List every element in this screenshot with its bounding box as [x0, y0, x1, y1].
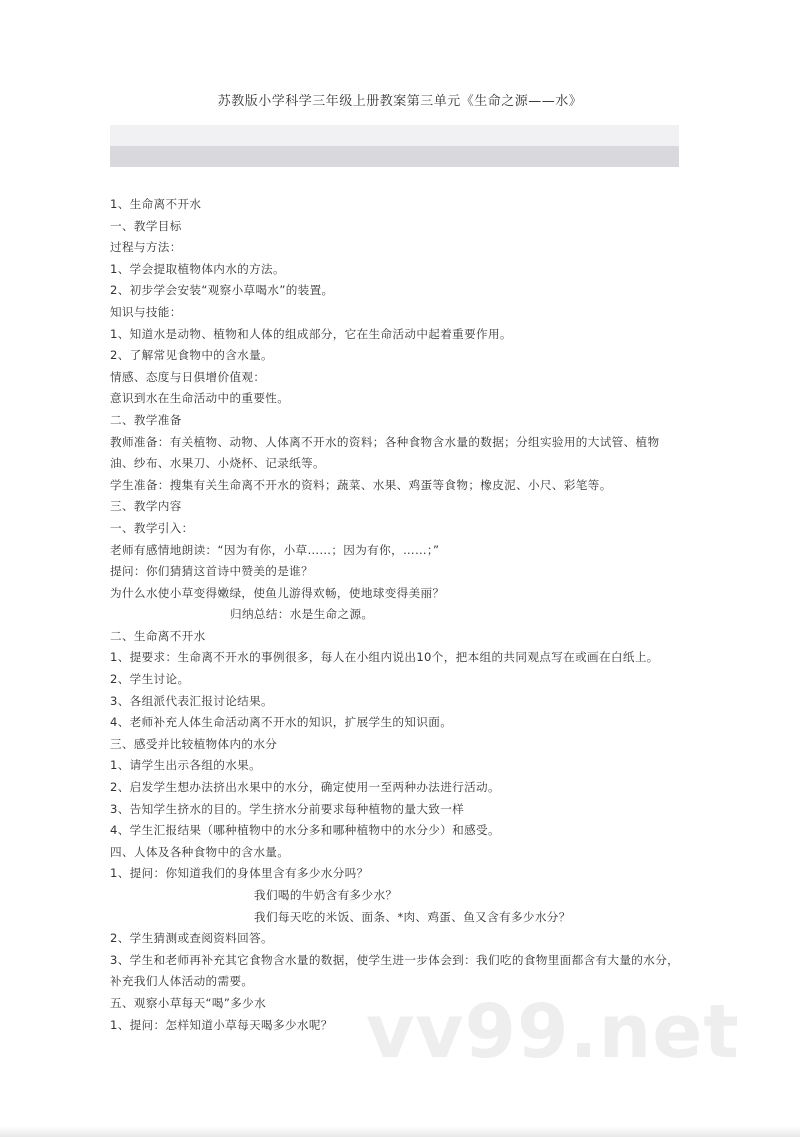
body-line: 一、教学引入： — [110, 520, 194, 535]
body-line: 2、了解常见食物中的含水量。 — [110, 348, 273, 363]
body-line: 4、老师补充人体生命活动离不开水的知识，扩展学生的知识面。 — [110, 715, 453, 730]
body-line: 1、知道水是动物、植物和人体的组成部分，它在生命活动中起着重要作用。 — [110, 326, 512, 341]
body-line: 1、提问：怎样知道小草每天喝多少水呢？ — [110, 1017, 333, 1032]
body-line: 三、教学内容 — [110, 499, 182, 514]
body-line: 3、学生和老师再补充其它食物含水量的数据，使学生进一步体会到：我们吃的食物里面都含有大量的水分， — [110, 952, 680, 967]
body-line: 我们每天吃的米饭、面条、*肉、鸡蛋、鱼又含有多少水分？ — [254, 909, 571, 924]
body-line: 情感、态度与日俱增价值观： — [110, 369, 266, 384]
body-line: 油、纱布、水果刀、小烧杯、记录纸等。 — [110, 456, 325, 471]
body-line: 1、生命离不开水 — [110, 197, 202, 211]
body-line: 二、生命离不开水 — [110, 628, 206, 643]
body-line: 二、教学准备 — [110, 412, 182, 427]
body-line: 意识到水在生命活动中的重要性。 — [110, 391, 290, 406]
watermark: vv99.net — [366, 989, 740, 1075]
body-line: 提问：你们猜猜这首诗中赞美的是谁？ — [110, 564, 314, 579]
body-line: 2、启发学生想办法挤出水果中的水分，确定使用一至两种办法进行活动。 — [110, 780, 500, 795]
body-line: 2、学生猜测或查阅资料回答。 — [110, 931, 273, 946]
body-line: 学生准备：搜集有关生命离不开水的资料；蔬菜、水果、鸡蛋等食物；橡皮泥、小尺、彩笔等。 — [110, 477, 612, 492]
body-line: 知识与技能： — [110, 304, 182, 319]
body-line: 3、告知学生挤水的目的。学生挤水分前要求每种植物的量大致一样 — [110, 801, 465, 816]
document-body — [110, 194, 690, 1036]
header-band-dark — [110, 146, 679, 167]
body-line: 补充我们人体活动的需要。 — [110, 974, 254, 989]
body-line: 教师准备：有关植物、动物、人体离不开水的资料；各种食物含水量的数据；分组实验用的大试管、植物 — [110, 434, 660, 449]
body-line: 3、各组派代表汇报讨论结果。 — [110, 693, 273, 708]
body-line: 1、请学生出示各组的水果。 — [110, 758, 262, 773]
body-line: 过程与方法： — [110, 240, 182, 255]
body-line: 4、学生汇报结果（哪种植物中的水分多和哪种植物中的水分少）和感受。 — [110, 823, 500, 838]
body-line: 2、学生讨论。 — [110, 672, 190, 687]
body-line: 我们喝的牛奶含有多少水？ — [254, 888, 398, 902]
body-line: 归纳总结：水是生命之源。 — [230, 607, 374, 622]
header-band-light — [110, 125, 679, 146]
page-bottom-edge — [0, 1126, 800, 1137]
body-line: 2、初步学会安装“观察小草喝水”的装置。 — [110, 283, 334, 298]
body-line: 四、人体及各种食物中的含水量。 — [110, 844, 290, 859]
body-line: 为什么水使小草变得嫩绿，使鱼儿游得欢畅，使地球变得美丽？ — [110, 585, 445, 600]
body-line: 1、提要求：生命离不开水的事例很多，每人在小组内说出10个，把本组的共同观点写在或画在白纸上。 — [110, 650, 659, 665]
body-line: 五、观察小草每天“喝”多少水 — [110, 995, 267, 1010]
body-line: 三、感受并比较植物体内的水分 — [110, 736, 278, 751]
document-title: 苏教版小学科学三年级上册教案第三单元《生命之源——水》 — [217, 94, 583, 109]
body-line: 1、提问：你知道我们的身体里含有多少水分吗？ — [110, 866, 369, 881]
body-line: 1、学会提取植物体内水的方法。 — [110, 261, 285, 276]
body-line: 一、教学目标 — [110, 218, 182, 233]
body-line: 老师有感情地朗读：“因为有你，小草……；因为有你，……；” — [110, 542, 440, 557]
